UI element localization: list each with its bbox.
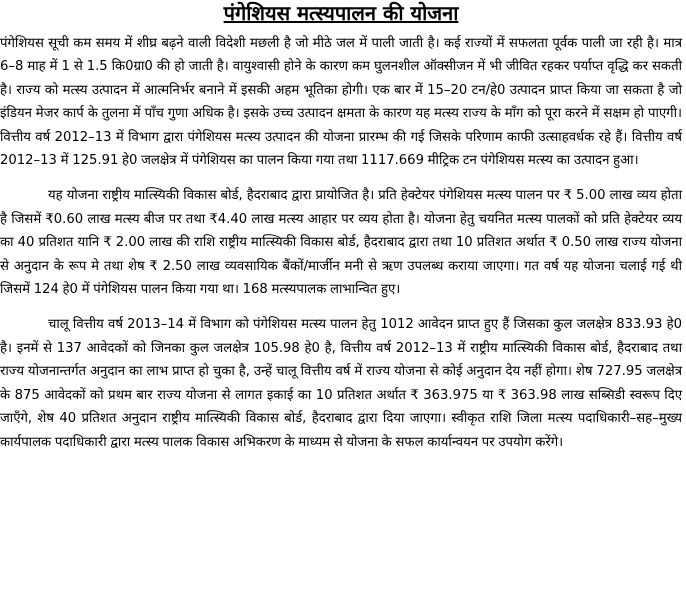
document-title: पंगेशियस मत्स्यपालन की योजना xyxy=(223,1,459,25)
paragraph-current-year: चालू वित्तीय वर्ष 2013–14 में विभाग को पंगेशियस मत्स्य पालन हेतु 1012 आवेदन प्राप्त हुए हैं जिसका कुल जलक्षेत्र 833.93 हे0 है। इनमें से 137 आवेदकों को जिनका कुल जलक्षेत्र 105.98 हे0 है, वित्तीय वर्ष 2012–13 में राष्ट्रीय मात्स्यिकी विकास बोर्ड, हैदराबाद तथा राज्य योजनान्तर्गत अनुदान का लाभ प्राप्त हो चुका है, उन्हें चालू वित्तीय वर्ष में राज्य योजना से कोई अनुदान देय नहीं होगा। शेष 727.95 जलक्षेत्र के 875 आवेदकों को प्रथम बार राज्य योजना से लागत इकाई का 10 प्रतिशत अर्थात ₹ 363.975 या ₹ 363.98 लाख सब्सिडी स्वरूप दिए जाएँगे, शेष 40 प्रतिशत अनुदान राष्ट्रीय मात्स्यिकी विकास बोर्ड, हैदराबाद द्वारा दिया जाएगा। स्वीकृत राशि जिला मत्स्य पदाधिकारी–सह–मुख्य कार्यपालक पदाधिकारी द्वारा मत्स्य पालक विकास अभिकरण के माध्यम से योजना के सफल कार्यान्वयन पर उपयोग करेंगे। xyxy=(0,317,682,450)
paragraph-intro: पंगेशियस सूची कम समय में शीघ्र बढ़ने वाली विदेशी मछली है जो मीठे जल में पाली जाती है। कई राज्यों में सफलता पूर्वक पाली जा रही है। मात्र 6–8 माह में 1 से 1.5 कि0ग्रा0 की हो जाती है। वायुश्वासी होने के कारण कम घुलनशील ऑक्सीजन में भी जीवित रहकर पर्याप्त वृद्धि कर सकती है। राज्य को मत्स्य उत्पादन में आत्मनिर्भर बनाने में इसकी अहम भूतिका होगी। एक बार में 15–20 टन/हे0 उत्पादन प्राप्त किया जा सकता है जो इंडियन मेजर कार्प के तुलना में पाँच गुणा अधिक है। इसके उच्च उत्पादन क्षमता के कारण यह मत्स्य राज्य के माँग को पूरा करने में सक्षम हो पाएगी। वित्तीय वर्ष 2012–13 में विभाग द्वारा पंगेशियस मत्स्य उत्पादन की योजना प्रारम्भ की गई जिसके परिणाम काफी उत्साहवर्धक रहे हैं। वित्तीय वर्ष 2012–13 में 125.91 हे0 जलक्षेत्र में पंगेशियस का पालन किया गया तथा 1117.669 मीट्रिक टन पंगेशियस मत्स्य का उत्पादन हुआ। xyxy=(0,36,682,169)
paragraph-funding: यह योजना राष्ट्रीय मात्स्यिकी विकास बोर्ड, हैदराबाद द्वारा प्रायोजित है। प्रति हेक्टेयर पंगेशियस मत्स्य पालन पर ₹ 5.00 लाख व्यय होता है जिसमें ₹0.60 लाख मत्स्य बीज पर तथा ₹4.40 लाख मत्स्य आहार पर व्यय होता है। योजना हेतु चयनित मत्स्य पालकों को प्रति हेक्टेयर व्यय का 40 प्रतिशत यानि ₹ 2.00 लाख की राशि राष्ट्रीय मात्स्यिकी विकास बोर्ड, हैदराबाद द्वारा तथा 10 प्रतिशत अर्थात ₹ 0.50 लाख राज्य योजना से अनुदान के रूप मे तथा शेष ₹ 2.50 लाख व्यवसायिक बैंकों/मार्जीन मनी से ऋण उपलब्ध कराया जाएगा। गत वर्ष यह योजना चलाई गई थी जिसमें 124 हे0 में पंगेशियस पालन किया गया था। 168 मत्स्यपालक लाभान्वित हुए। xyxy=(0,188,682,298)
